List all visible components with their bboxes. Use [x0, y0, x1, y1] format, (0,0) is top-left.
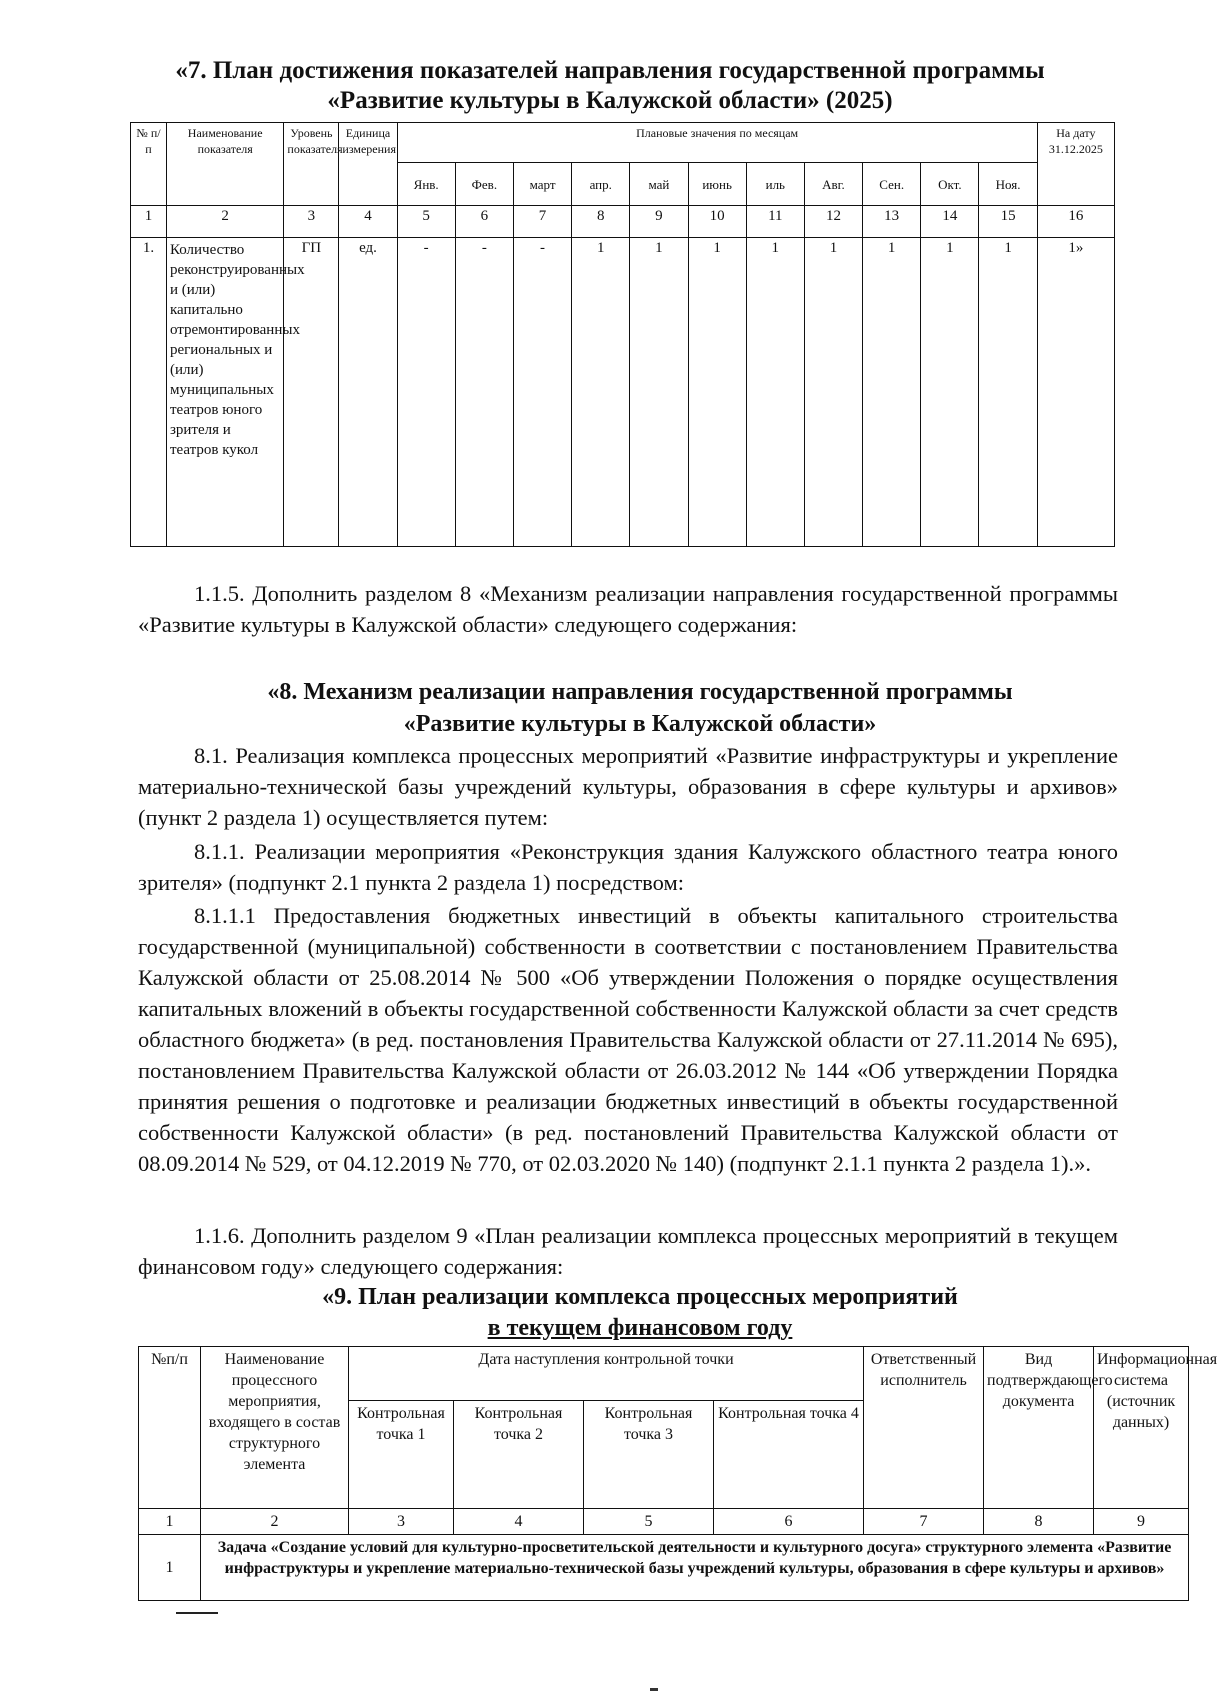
month-value: 1: [804, 238, 862, 547]
header-control-point-1: Контрольная точка 1: [349, 1401, 454, 1509]
col-number: 10: [688, 206, 746, 238]
col-number: 1: [139, 1509, 201, 1535]
header-control-point-4: Контрольная точка 4: [714, 1401, 864, 1509]
month-value: 1: [746, 238, 804, 547]
month-header: Янв.: [397, 163, 455, 206]
col-number: 8: [572, 206, 630, 238]
header-date: На дату 31.12.2025: [1037, 123, 1114, 206]
col-number: 6: [455, 206, 513, 238]
month-header: Фев.: [455, 163, 513, 206]
col-number: 16: [1037, 206, 1114, 238]
col-number: 3: [284, 206, 339, 238]
col-number: 2: [201, 1509, 349, 1535]
month-header: иль: [746, 163, 804, 206]
col-number: 5: [584, 1509, 714, 1535]
header-info-system: Информационная система (источник данных): [1094, 1347, 1189, 1509]
col-number: 5: [397, 206, 455, 238]
month-header: июнь: [688, 163, 746, 206]
header-activity-name: Наименование процессного мероприятия, входящего в состав структурного элемента: [201, 1347, 349, 1509]
month-value: -: [513, 238, 571, 547]
header-level: Уровень показателя: [284, 123, 339, 206]
task-row: [139, 1535, 1189, 1601]
page-mark: [650, 1688, 658, 1691]
task-row-num: 1: [139, 1535, 201, 1601]
col-number: 4: [454, 1509, 584, 1535]
col-number: 4: [339, 206, 397, 238]
month-value: 1: [863, 238, 921, 547]
month-value: 1: [688, 238, 746, 547]
col-number: 14: [921, 206, 979, 238]
month-header: май: [630, 163, 688, 206]
indicator-row: [131, 238, 1115, 547]
col-number: 13: [863, 206, 921, 238]
col-number: 9: [630, 206, 688, 238]
month-value: 1: [572, 238, 630, 547]
month-value: 1: [630, 238, 688, 547]
column-numbers-row: [131, 206, 1115, 238]
header-date-group: Дата наступления контрольной точки: [349, 1347, 864, 1401]
month-value: 1: [921, 238, 979, 547]
month-value: 1: [979, 238, 1037, 547]
indicator-name: Количество реконструированных и (или) капитально отремонтированных региональных и (или) муниципальных театров юного зрителя и театров кукол: [166, 238, 283, 547]
month-value: -: [397, 238, 455, 547]
section8-title-line2: «Развитие культуры в Калужской области»: [403, 711, 877, 737]
section9-title-line1: «9. План реализации комплекса процессных мероприятий: [322, 1284, 958, 1310]
section7-title: [140, 56, 1080, 116]
section9-title-line2: в текущем финансовом году: [487, 1315, 793, 1341]
col-number: 7: [513, 206, 571, 238]
paragraph-8-1-1: 8.1.1. Реализации мероприятия «Реконструкция здания Калужского областного театра юного зрителя» (подпункт 2.1 пункта 2 раздела 1) посредством:: [138, 839, 1118, 895]
column-numbers-row: [139, 1509, 1189, 1535]
task-text: Задача «Создание условий для культурно-просветительской деятельности и культурного досуга» структурного элемента «Развитие инфраструктуры и укрепление материально-технической базы учреждений культуры, образования в сфере культуры и архивов»: [201, 1535, 1189, 1601]
section8-title: [200, 676, 1080, 740]
col-number: 9: [1094, 1509, 1189, 1535]
month-value: -: [455, 238, 513, 547]
paragraph-1-1-5: 1.1.5. Дополнить разделом 8 «Механизм реализации направления государственной программы «Развитие культуры в Калужской области» следующего содержания:: [138, 581, 1118, 637]
section8-title-line1: «8. Механизм реализации направления государственной программы: [267, 679, 1013, 705]
month-header: Сен.: [863, 163, 921, 206]
section7-title-line1: «7. План достижения показателей направления государственной программы: [175, 57, 1045, 84]
indicator-level: ГП: [284, 238, 339, 547]
col-number: 7: [864, 1509, 984, 1535]
header-num: №п/п: [139, 1347, 201, 1509]
header-planned-values: Плановые значения по месяцам: [397, 123, 1037, 163]
section7-title-line2: «Развитие культуры в Калужской области» (2025): [327, 87, 893, 114]
section9-title: [260, 1282, 1020, 1344]
col-number: 2: [166, 206, 283, 238]
header-control-point-3: Контрольная точка 3: [584, 1401, 714, 1509]
col-number: 15: [979, 206, 1037, 238]
header-document-type: Вид подтверждающего документа: [984, 1347, 1094, 1509]
header-unit: Единица измерения: [339, 123, 397, 206]
col-number: 11: [746, 206, 804, 238]
col-number: 8: [984, 1509, 1094, 1535]
paragraph-8-1: 8.1. Реализация комплекса процессных мероприятий «Развитие инфраструктуры и укрепление материально-технической базы учреждений культуры, образования в сфере культуры и архивов» (пункт 2 раздела 1) осуществляется путем:: [138, 743, 1118, 830]
col-number: 12: [804, 206, 862, 238]
month-header: апр.: [572, 163, 630, 206]
col-number: 6: [714, 1509, 864, 1535]
header-num: № п/п: [131, 123, 167, 206]
date-value: 1»: [1037, 238, 1114, 547]
col-number: 3: [349, 1509, 454, 1535]
indicators-plan-table: [130, 122, 1115, 547]
paragraph-8-1-1-1: 8.1.1.1 Предоставления бюджетных инвестиций в объекты капитального строительства государственной (муниципальной) собственности в соответствии с постановлением Правительства Калужской области от 25.08.2014 № 500 «Об утверждении Положения о порядке осуществления капитальных вложений в объекты государственной собственности Калужской области за счет средств областного бюджета» (в ред. постановления Правительства Калужской области от 27.11.2014 № 695), постановлением Правительства Калужской области от 26.03.2012 № 144 «Об утверждении Порядка принятия решения о подготовке и реализации бюджетных инвестиций в объекты государственной собственности Калужской области» (в ред. постановлений Правительства Калужской области от 08.09.2014 № 529, от 04.12.2019 № 770, от 02.03.2020 № 140) (подпункт 2.1.1 пункта 2 раздела 1).».: [138, 903, 1118, 1176]
indicator-unit: ед.: [339, 238, 397, 547]
month-header: Авг.: [804, 163, 862, 206]
header-control-point-2: Контрольная точка 2: [454, 1401, 584, 1509]
month-header: март: [513, 163, 571, 206]
footer-rule: [176, 1612, 218, 1614]
month-header: Окт.: [921, 163, 979, 206]
row-num: 1.: [131, 238, 167, 547]
paragraph-1-1-6: 1.1.6. Дополнить разделом 9 «План реализации комплекса процессных мероприятий в текущем финансовом году» следующего содержания:: [138, 1223, 1118, 1279]
month-header: Ноя.: [979, 163, 1037, 206]
header-indicator-name: Наименование показателя: [166, 123, 283, 206]
col-number: 1: [131, 206, 167, 238]
header-responsible: Ответственный исполнитель: [864, 1347, 984, 1509]
process-activities-plan-table: [138, 1346, 1217, 1601]
